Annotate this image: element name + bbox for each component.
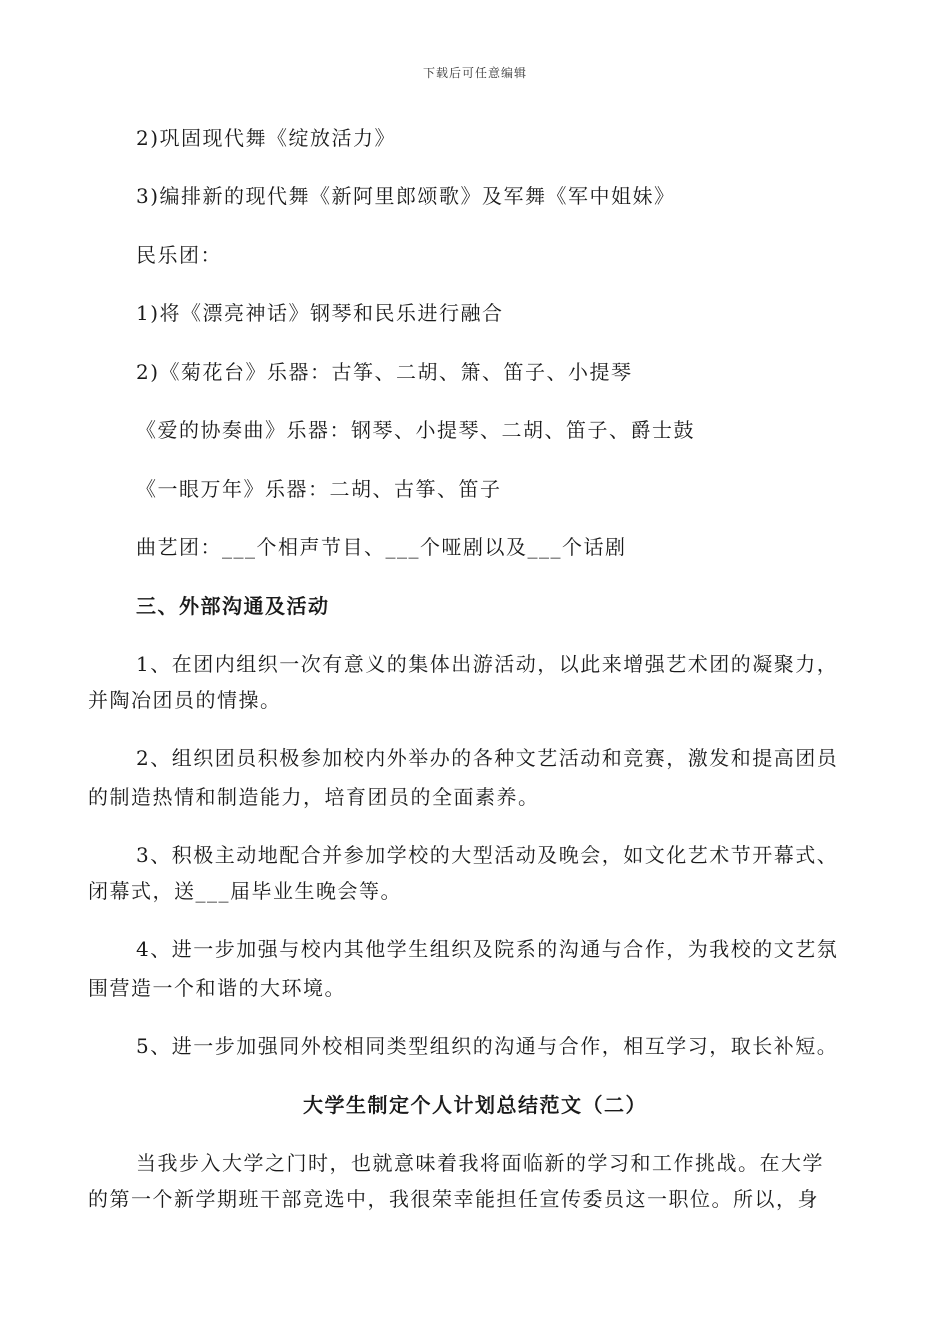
paragraph-line: 并陶冶团员的情操。 [88, 688, 282, 712]
text-line: 3)编排新的现代舞《新阿里郎颂歌》及军舞《军中姐妹》 [136, 184, 676, 208]
paragraph-line: 2、组织团员积极参加校内外举办的各种文艺活动和竞赛，激发和提高团员 [136, 746, 839, 770]
paragraph-line: 5、进一步加强同外校相同类型组织的沟通与合作，相互学习，取长补短。 [136, 1034, 839, 1058]
article-title: 大学生制定个人计划总结范文（二） [303, 1093, 647, 1117]
paragraph-line: 闭幕式，送___届毕业生晚会等。 [88, 879, 402, 903]
text-line: 民乐团： [136, 243, 222, 267]
text-line: 《一眼万年》乐器：二胡、古筝、笛子 [136, 477, 502, 501]
text-line: 曲艺团：___个相声节目、___个哑剧以及___个话剧 [136, 535, 627, 559]
paragraph-line: 围营造一个和谐的大环境。 [88, 976, 346, 1000]
paragraph-line: 的第一个新学期班干部竞选中，我很荣幸能担任宣传委员这一职位。所以，身 [88, 1187, 819, 1211]
page-header: 下载后可任意编辑 [422, 66, 527, 80]
paragraph-line: 4、进一步加强与校内其他学生组织及院系的沟通与合作，为我校的文艺氛 [136, 937, 839, 961]
paragraph-line: 当我步入大学之门时，也就意味着我将面临新的学习和工作挑战。在大学 [136, 1151, 824, 1175]
text-line: 2)巩固现代舞《绽放活力》 [136, 126, 397, 150]
section-heading: 三、外部沟通及活动 [136, 594, 330, 618]
paragraph-line: 1、在团内组织一次有意义的集体出游活动，以此来增强艺术团的凝聚力， [136, 652, 839, 676]
paragraph-line: 3、积极主动地配合并参加学校的大型活动及晚会，如文化艺术节开幕式、 [136, 843, 839, 867]
text-line: 1)将《漂亮神话》钢琴和民乐进行融合 [136, 301, 504, 325]
text-line: 《爱的协奏曲》乐器：钢琴、小提琴、二胡、笛子、爵士鼓 [136, 418, 695, 442]
paragraph-line: 的制造热情和制造能力，培育团员的全面素养。 [88, 785, 540, 809]
text-line: 2)《菊花台》乐器：古筝、二胡、箫、笛子、小提琴 [136, 360, 633, 384]
